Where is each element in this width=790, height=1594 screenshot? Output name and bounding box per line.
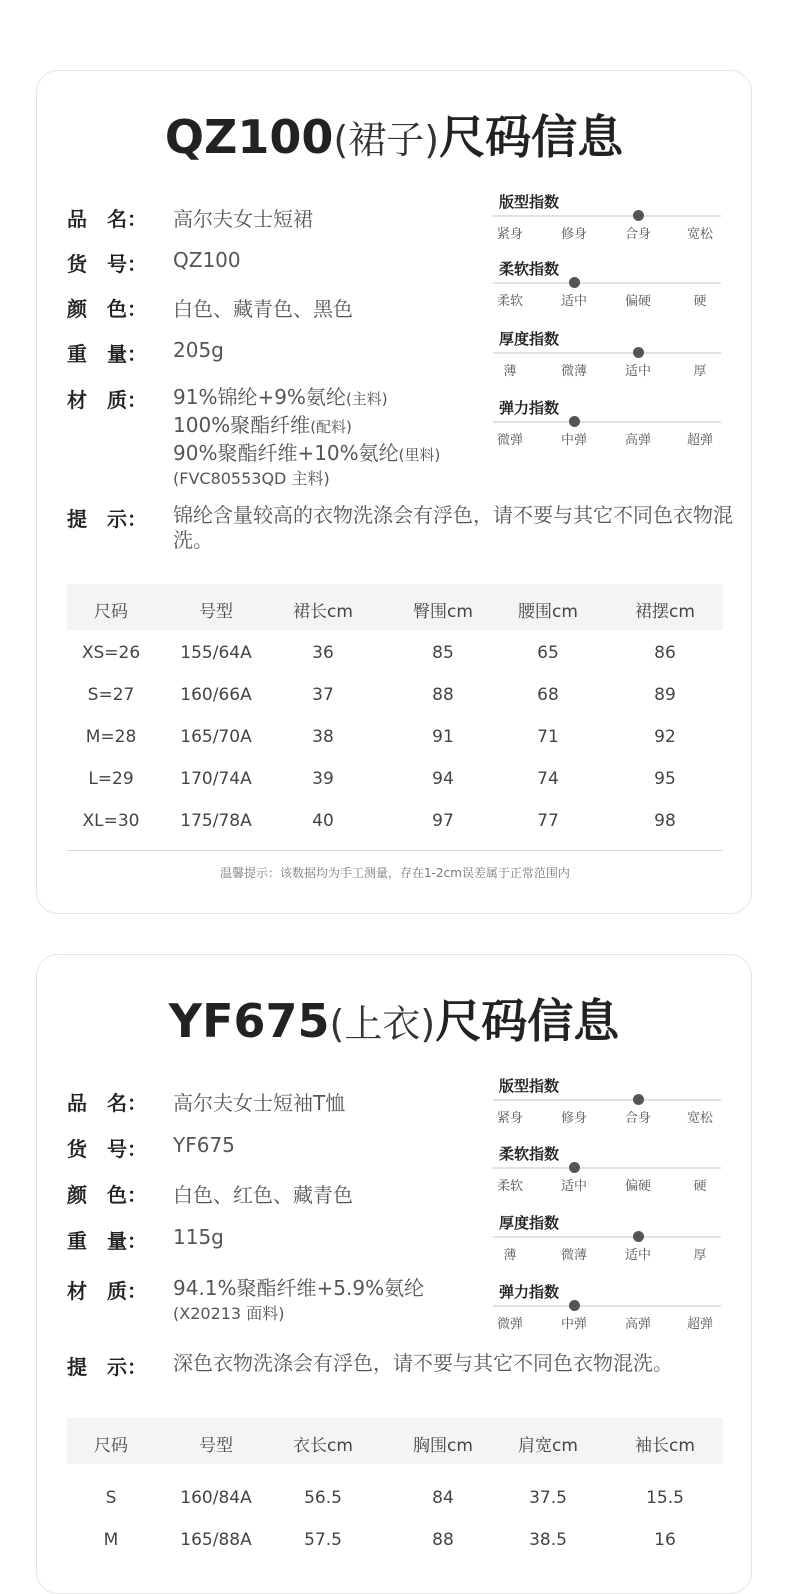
index-label: 适中	[560, 1179, 588, 1194]
material-line: 91%锦纶+9%氨纶(主料)	[173, 385, 388, 409]
column-header: 裙长cm	[293, 602, 353, 622]
index-label: 微弹	[496, 1317, 524, 1332]
index-label: 柔软	[496, 294, 524, 309]
column-header: 尺码	[94, 602, 128, 622]
info-label: 提 示：	[67, 507, 147, 531]
table-cell: 95	[654, 769, 676, 789]
index-marker	[633, 347, 644, 358]
index-label: 适中	[624, 364, 652, 379]
index-label: 硬	[693, 294, 707, 309]
product-code: QZ100	[173, 248, 241, 272]
info-label: 颜 色：	[67, 297, 147, 321]
index-track	[493, 1167, 721, 1169]
table-cell: 68	[537, 685, 559, 705]
index-label: 偏硬	[624, 1179, 652, 1194]
index-label: 适中	[560, 294, 588, 309]
index-label: 宽松	[686, 227, 714, 242]
table-cell: 15.5	[646, 1488, 684, 1508]
index-label: 微薄	[560, 364, 588, 379]
index-elasticity	[493, 397, 723, 459]
index-track	[493, 282, 721, 284]
index-title: 柔软指数	[499, 1145, 560, 1163]
info-label: 货 号：	[67, 252, 147, 276]
material-extra: (X20213 面料)	[173, 1304, 285, 1323]
table-cell: 89	[654, 685, 676, 705]
index-label: 超弹	[686, 433, 714, 448]
index-label: 微弹	[496, 433, 524, 448]
material-line: 100%聚酯纤维(配料)	[173, 413, 352, 437]
table-cell: 39	[312, 769, 334, 789]
info-label: 品 名：	[67, 1091, 147, 1115]
table-cell: M	[103, 1530, 119, 1550]
table-cell: 77	[537, 811, 559, 831]
index-thickness	[493, 328, 723, 390]
index-title: 版型指数	[499, 1077, 560, 1095]
table-cell: 40	[312, 811, 334, 831]
table-header	[67, 584, 723, 630]
table-cell: 94	[432, 769, 454, 789]
index-softness	[493, 258, 723, 320]
index-label: 柔软	[496, 1179, 524, 1194]
column-header: 裙摆cm	[635, 602, 695, 622]
info-label: 提 示：	[67, 1355, 147, 1379]
table-cell: 16	[654, 1530, 676, 1550]
title-code: YF675	[168, 994, 330, 1048]
product-code: YF675	[173, 1133, 235, 1157]
index-label: 高弹	[624, 1317, 652, 1332]
index-track	[493, 1236, 721, 1238]
table-cell: 57.5	[304, 1530, 342, 1550]
product-name: 高尔夫女士短裙	[173, 207, 313, 231]
table-cell: 38.5	[529, 1530, 567, 1550]
table-cell: 38	[312, 727, 334, 747]
table-cell: 92	[654, 727, 676, 747]
product-colors: 白色、藏青色、黑色	[173, 297, 353, 321]
material-list	[173, 1275, 424, 1325]
index-title: 弹力指数	[499, 399, 560, 417]
column-header: 腰围cm	[518, 602, 578, 622]
table-cell: 165/88A	[180, 1530, 252, 1550]
table-cell: 175/78A	[180, 811, 252, 831]
index-track	[493, 1305, 721, 1307]
column-header: 尺码	[94, 1436, 128, 1456]
column-header: 臀围cm	[413, 602, 473, 622]
product-name: 高尔夫女士短袖T恤	[173, 1091, 346, 1115]
info-label: 品 名：	[67, 207, 147, 231]
index-label: 紧身	[496, 227, 524, 242]
table-cell: M=28	[85, 727, 137, 747]
table-cell: 160/66A	[180, 685, 252, 705]
index-label: 中弹	[560, 433, 588, 448]
title-type: (上衣)	[329, 1002, 436, 1046]
table-cell: 160/84A	[180, 1488, 252, 1508]
index-title: 柔软指数	[499, 260, 560, 278]
index-marker	[569, 277, 580, 288]
size-card-skirt	[36, 70, 752, 914]
table-cell: 37.5	[529, 1488, 567, 1508]
index-label: 中弹	[560, 1317, 588, 1332]
table-header	[67, 1418, 723, 1464]
measurement-footnote: 温馨提示：该数据均为手工测量，存在1-2cm误差属于正常范围内	[220, 866, 570, 880]
index-label: 适中	[624, 1248, 652, 1263]
table-cell: 74	[537, 769, 559, 789]
size-table	[67, 1418, 723, 1578]
table-cell: 88	[432, 1530, 454, 1550]
column-header: 号型	[199, 602, 233, 622]
column-header: 袖长cm	[635, 1436, 695, 1456]
table-cell: S	[105, 1488, 117, 1508]
index-marker	[569, 416, 580, 427]
material-extra: (FVC80553QD 主料)	[173, 469, 330, 488]
care-tip: 锦纶含量较高的衣物洗涤会有浮色，请不要与其它不同色衣物混洗。	[173, 503, 733, 552]
column-header: 肩宽cm	[518, 1436, 578, 1456]
index-title: 厚度指数	[499, 1214, 560, 1232]
table-cell: XS=26	[81, 643, 141, 663]
table-cell: 56.5	[304, 1488, 342, 1508]
table-cell: 85	[432, 643, 454, 663]
index-marker	[569, 1300, 580, 1311]
card-title	[37, 101, 751, 167]
info-label: 货 号：	[67, 1137, 147, 1161]
index-label: 超弹	[686, 1317, 714, 1332]
index-track	[493, 421, 721, 423]
index-label: 紧身	[496, 1111, 524, 1126]
index-marker	[633, 210, 644, 221]
material-line: 90%聚酯纤维+10%氨纶(里料)	[173, 441, 441, 465]
table-cell: 97	[432, 811, 454, 831]
index-title: 厚度指数	[499, 330, 560, 348]
index-label: 高弹	[624, 433, 652, 448]
index-marker	[633, 1231, 644, 1242]
table-cell: 71	[537, 727, 559, 747]
table-cell: 65	[537, 643, 559, 663]
index-track	[493, 1099, 721, 1101]
index-thickness	[493, 1212, 723, 1274]
index-softness	[493, 1143, 723, 1205]
table-cell: 84	[432, 1488, 454, 1508]
index-label: 硬	[693, 1179, 707, 1194]
info-label: 材 质：	[67, 388, 147, 412]
table-cell: XL=30	[82, 811, 140, 831]
index-label: 微薄	[560, 1248, 588, 1263]
index-fit	[493, 191, 723, 253]
title-type: (裙子)	[333, 118, 440, 162]
index-label: 修身	[560, 1111, 588, 1126]
info-label: 颜 色：	[67, 1183, 147, 1207]
column-header: 衣长cm	[293, 1436, 353, 1456]
index-label: 合身	[624, 227, 652, 242]
info-label: 重 量：	[67, 1229, 147, 1253]
info-label: 材 质：	[67, 1279, 147, 1303]
product-weight: 205g	[173, 338, 224, 362]
index-label: 薄	[503, 364, 517, 379]
size-card-top	[36, 954, 752, 1594]
index-track	[493, 352, 721, 354]
table-cell: 37	[312, 685, 334, 705]
index-label: 厚	[693, 1248, 707, 1263]
table-cell: 155/64A	[180, 643, 252, 663]
title-code: QZ100	[164, 110, 334, 164]
title-suffix: 尺码信息	[435, 994, 620, 1048]
table-cell: 88	[432, 685, 454, 705]
table-cell: 36	[312, 643, 334, 663]
index-fit	[493, 1075, 723, 1137]
column-header: 号型	[199, 1436, 233, 1456]
index-label: 薄	[503, 1248, 517, 1263]
table-cell: 91	[432, 727, 454, 747]
care-tip: 深色衣物洗涤会有浮色，请不要与其它不同色衣物混洗。	[173, 1351, 673, 1375]
material-list	[173, 384, 440, 490]
table-divider	[67, 850, 723, 851]
index-label: 宽松	[686, 1111, 714, 1126]
info-label: 重 量：	[67, 342, 147, 366]
index-marker	[633, 1094, 644, 1105]
card-title	[37, 985, 751, 1051]
product-weight: 115g	[173, 1225, 224, 1249]
index-title: 版型指数	[499, 193, 560, 211]
title-suffix: 尺码信息	[439, 110, 624, 164]
index-label: 偏硬	[624, 294, 652, 309]
index-marker	[569, 1162, 580, 1173]
index-elasticity	[493, 1281, 723, 1343]
table-cell: S=27	[87, 685, 135, 705]
table-cell: 165/70A	[180, 727, 252, 747]
index-label: 合身	[624, 1111, 652, 1126]
index-label: 修身	[560, 227, 588, 242]
material-line: 94.1%聚酯纤维+5.9%氨纶	[173, 1276, 425, 1300]
size-table	[67, 584, 723, 884]
index-track	[493, 215, 721, 217]
column-header: 胸围cm	[413, 1436, 473, 1456]
table-cell: 170/74A	[180, 769, 252, 789]
table-cell: L=29	[88, 769, 134, 789]
index-label: 厚	[693, 364, 707, 379]
table-cell: 98	[654, 811, 676, 831]
table-cell: 86	[654, 643, 676, 663]
product-colors: 白色、红色、藏青色	[173, 1183, 353, 1207]
index-title: 弹力指数	[499, 1283, 560, 1301]
